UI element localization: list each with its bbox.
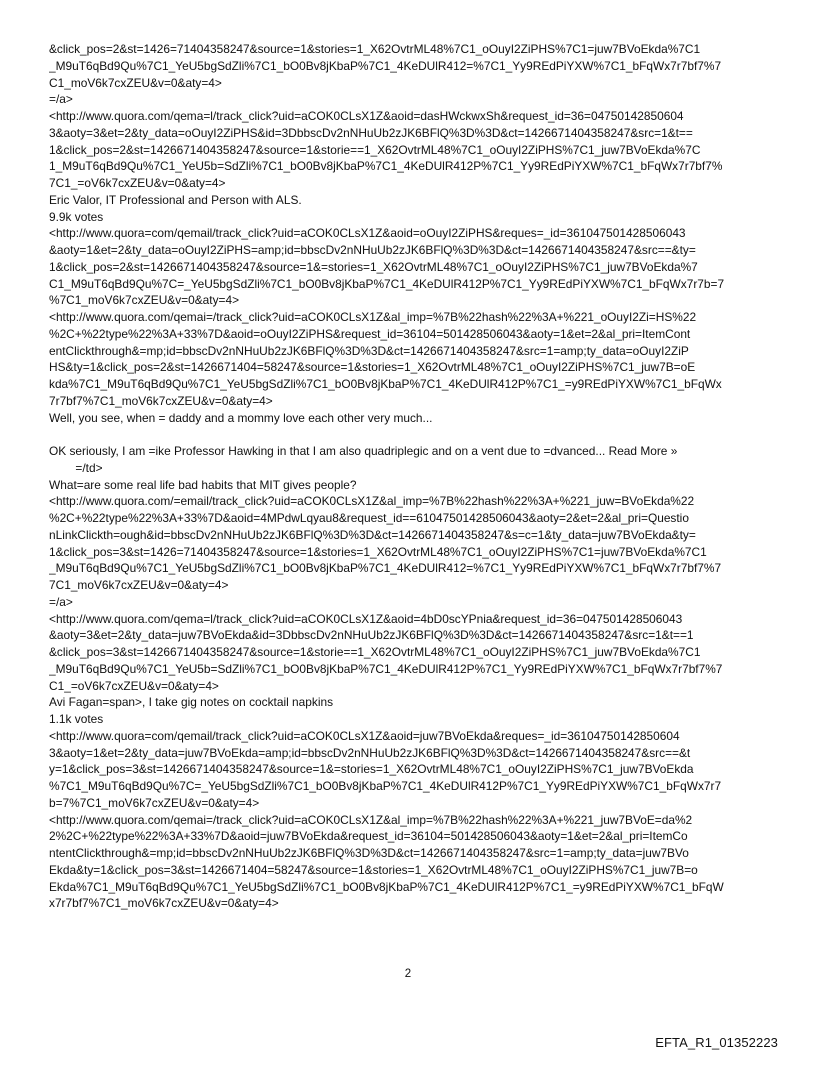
text-line: 1&click_pos=2&st=1426671404358247&source=1&storie==1_X62OvtrML48%7C1_oOuyI2ZiPHS%7C1_juw7BVoEkda%7C	[49, 142, 701, 157]
text-line: Ekda&ty=1&click_pos=3&st=1426671404=58247&source=1&stories=1_X62OvtrML48%7C1_oOuyI2ZiPHS%7C1_juw7B=o	[49, 862, 698, 877]
text-line: 1.1k votes	[49, 712, 104, 726]
text-line: C1_moV6k7cxZEU&v=0&aty=4>	[49, 75, 222, 90]
page-number: 2	[404, 968, 412, 980]
text-line: entClickthrough&=mp;id=bbscDv2nNHuUb2zJK6BFlQ%3D%3D&ct=1426671404358247&src=1=amp;ty_data=oOuyI2ZiP	[49, 343, 689, 358]
text-line: 9.9k votes	[49, 209, 104, 224]
text-line: 1&click_pos=2&st=1426671404358247&source=1&=stories=1_X62OvtrML48%7C1_oOuyI2ZiPHS%7C1_juw7BVoEkda%7	[49, 259, 698, 274]
text-line: <http://www.quora=com/qemail/track_click?uid=aCOK0CLsX1Z&aoid=oOuyI2ZiPHS&reques=_id=361047501428506043	[49, 226, 686, 241]
text-line: Ekda%7C1_M9uT6qBd9Qu%7C1_YeU5bgSdZli%7C1_bO0Bv8jKbaP%7C1_4KeDUlR412P%7C1_=y9REdPiYXW%7C1_bFqW	[49, 879, 724, 894]
text-line: =/td>	[49, 460, 103, 475]
text-line	[49, 426, 779, 443]
text-line: 7r7bf7%7C1_moV6k7cxZEU&v=0&aty=4>	[49, 393, 273, 408]
text-line: C1_M9uT6qBd9Qu%7C=_YeU5bgSdZli%7C1_bO0Bv8jKbaP%7C1_4KeDUlR412P%7C1_Yy9REdPiYXW%7C1_bFqWx7r7b=7	[49, 276, 725, 291]
text-line: %7C1_moV6k7cxZEU&v=0&aty=4>	[49, 293, 240, 308]
text-line: ntentClickthrough&=mp;id=bbscDv2nNHuUb2zJK6BFlQ%3D%3D&ct=1426671404358247&src=1=amp;ty_data=juw7BVo	[49, 846, 689, 860]
text-line: <http://www.quora.com/qemai=/track_click?uid=aCOK0CLsX1Z&al_imp=%7B%22hash%22%3A+%221_oOuyI2Zi=HS%22	[49, 310, 697, 324]
text-line: &click_pos=2&st=1426=71404358247&source=1&stories=1_X62OvtrML48%7C1_oOuyI2ZiPHS%7C1=juw7BVoEkda%7C1	[49, 42, 701, 56]
text-line: x7r7bf7%7C1_moV6k7cxZEU&v=0&aty=4>	[49, 896, 279, 911]
text-line: 2%2C+%22type%22%3A+33%7D&aoid=juw7BVoEkda&request_id=36104=501428506043&aoty=1&et=2&al_pri=ItemCo	[49, 829, 688, 844]
text-line: nLinkClickth=ough&id=bbscDv2nNHuUb2zJK6BFlQ%3D%3D&ct=1426671404358247&s=c=1&ty_data=juw7BVoEkda&ty=	[49, 527, 696, 542]
text-line: 7C1_=oV6k7cxZEU&v=0&aty=4>	[49, 176, 226, 190]
text-line: <http://www.quora.com/qemai=/track_click?uid=aCOK0CLsX1Z&al_imp=%7B%22hash%22%3A+%221_juw7BVoE=da%2	[49, 812, 693, 827]
document-body	[49, 41, 779, 912]
text-line: %7C1_M9uT6qBd9Qu%7C=_YeU5bgSdZli%7C1_bO0Bv8jKbaP%7C1_4KeDUlR412P%7C1_Yy9REdPiYXW%7C1_bFqWx7r7	[49, 779, 722, 793]
document-id-stamp: EFTA_R1_01352223	[655, 1035, 778, 1050]
text-line: %2C+%22type%22%3A+33%7D&aoid=oOuyI2ZiPHS&request_id=36104=501428506043&aoty=1&et=2&al_pri=ItemCont	[49, 326, 691, 341]
text-line: =/a>	[49, 594, 73, 609]
text-line: <http://www.quora.com/=email/track_click?uid=aCOK0CLsX1Z&al_imp=%7B%22hash%22%3A+%221_juw=BVoEkda%22	[49, 494, 695, 509]
text-line: Eric Valor, IT Professional and Person with ALS.	[49, 192, 302, 207]
text-line: <http://www.quora=com/qemail/track_click?uid=aCOK0CLsX1Z&aoid=juw7BVoEkda&reques=_id=36104750142850604	[49, 728, 680, 743]
text-line: <http://www.quora.com/qema=l/track_click?uid=aCOK0CLsX1Z&aoid=4bD0scYPnia&request_id=36=047501428506043	[49, 611, 683, 626]
text-line: &aoty=1&et=2&ty_data=oOuyI2ZiPHS=amp;id=bbscDv2nNHuUb2zJK6BFlQ%3D%3D&ct=1426671404358247&src==&ty=	[49, 243, 696, 257]
text-line: _M9uT6qBd9Qu%7C1_YeU5bgSdZli%7C1_bO0Bv8jKbaP%7C1_4KeDUlR412=%7C1_Yy9REdPiYXW%7C1_bFqWx7r7bf7%7	[49, 561, 722, 576]
text-line: =/a>	[49, 92, 73, 107]
text-line: &click_pos=3&st=1426671404358247&source=1&storie==1_X62OvtrML48%7C1_oOuyI2ZiPHS%7C1_juw7BVoEkda%7C1	[49, 645, 701, 659]
text-line: <http://www.quora.com/qema=l/track_click?uid=aCOK0CLsX1Z&aoid=dasHWckwxSh&request_id=36=04750142850604	[49, 109, 684, 123]
text-line: 7C1_moV6k7cxZEU&v=0&aty=4>	[49, 578, 229, 592]
text-line: %2C+%22type%22%3A+33%7D&aoid=4MPdwLqyau8&request_id==61047501428506043&aoty=2&et=2&al_pri=Questio	[49, 511, 689, 525]
text-line: &aoty=3&et=2&ty_data=juw7BVoEkda&id=3DbbscDv2nNHuUb2zJK6BFlQ%3D%3D&ct=1426671404358247&src=1&t==1	[49, 628, 694, 643]
text-line: y=1&click_pos=3&st=1426671404358247&source=1&=stories=1_X62OvtrML48%7C1_oOuyI2ZiPHS%7C1_juw7BVoEkda	[49, 762, 694, 777]
text-line: Avi Fagan=span>, I take gig notes on cocktail napkins	[49, 695, 334, 710]
text-line: 1_M9uT6qBd9Qu%7C1_YeU5b=SdZli%7C1_bO0Bv8jKbaP%7C1_4KeDUlR412P%7C1_Yy9REdPiYXW%7C1_bFqWx7r7bf7%	[49, 159, 723, 174]
text-line: C1_=oV6k7cxZEU&v=0&aty=4>	[49, 678, 219, 693]
text-line: _M9uT6qBd9Qu%7C1_YeU5bgSdZli%7C1_bO0Bv8jKbaP%7C1_4KeDUlR412=%7C1_Yy9REdPiYXW%7C1_bFqWx7r7bf7%7	[49, 58, 722, 73]
text-line: b=7%7C1_moV6k7cxZEU&v=0&aty=4>	[49, 795, 260, 810]
text-line: OK seriously, I am =ike Professor Hawking in that I am also quadriplegic and on a vent due to =dvanced... Read More »	[49, 444, 678, 458]
text-line: 3&aoty=1&et=2&ty_data=juw7BVoEkda=amp;id=bbscDv2nNHuUb2zJK6BFlQ%3D%3D&ct=1426671404358247&src==&t	[49, 745, 691, 760]
text-line: Well, you see, when = daddy and a mommy love each other very much...	[49, 410, 433, 425]
text-line: HS&ty=1&click_pos=2&st=1426671404=58247&source=1&stories=1_X62OvtrML48%7C1_oOuyI2ZiPHS%7C1_juw7B=oE	[49, 360, 696, 375]
text-line: What=are some real life bad habits that MIT gives people?	[49, 477, 357, 492]
text-line: _M9uT6qBd9Qu%7C1_YeU5b=SdZli%7C1_bO0Bv8jKbaP%7C1_4KeDUlR412P%7C1_Yy9REdPiYXW%7C1_bFqWx7r7bf7%7	[49, 661, 723, 676]
text-line: kda%7C1_M9uT6qBd9Qu%7C1_YeU5bgSdZli%7C1_bO0Bv8jKbaP%7C1_4KeDUlR412P%7C1_=y9REdPiYXW%7C1_bFqWx	[49, 377, 722, 391]
text-line: 1&click_pos=3&st=1426=71404358247&source=1&stories=1_X62OvtrML48%7C1_oOuyI2ZiPHS%7C1=juw7BVoEkda%7C1	[49, 544, 707, 559]
text-line: 3&aoty=3&et=2&ty_data=oOuyI2ZiPHS&id=3DbbscDv2nNHuUb2zJK6BFlQ%3D%3D&ct=1426671404358247&src=1&t==	[49, 125, 693, 140]
